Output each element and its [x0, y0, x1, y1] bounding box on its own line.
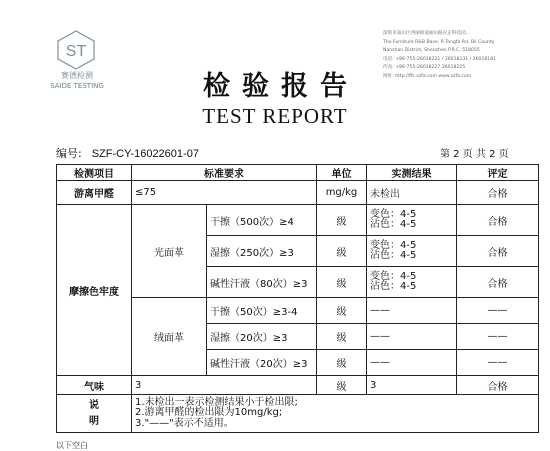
notes-cell — [132, 395, 539, 433]
header-result: 实测结果 — [367, 165, 457, 181]
test-condition: 湿擦（20次）≥3 — [207, 324, 317, 350]
notes-label-1: 说 — [89, 399, 99, 411]
table-row — [57, 205, 539, 236]
result-staining: 沾色：4-5 — [370, 250, 417, 261]
test-condition: 干擦（500次）≥4 — [207, 205, 317, 236]
report-number-value: SZF-CY-16022601-07 — [91, 148, 199, 160]
result-discoloration: 变色：4-5 — [370, 239, 417, 251]
unit-odor: 级 — [317, 376, 367, 395]
result-staining: 沾色：4-5 — [370, 219, 417, 230]
test-condition: 湿擦（250次）≥3 — [207, 236, 317, 267]
note-line: 1.未检出一表示检测结果小于检出限; — [135, 396, 298, 408]
result-cell: —— — [367, 350, 457, 376]
header-unit: 单位 — [317, 165, 367, 181]
result-cell: —— — [367, 298, 457, 324]
logo-name-cn: 赛德检测 — [61, 71, 93, 80]
item-formaldehyde: 游离甲醛 — [57, 181, 132, 205]
verdict-cell: —— — [457, 350, 539, 376]
verdict-cell: —— — [457, 298, 539, 324]
requirement-odor: 3 — [132, 376, 317, 395]
header-verdict: 评定 — [457, 165, 539, 181]
verdict-cell: 合格 — [457, 236, 539, 267]
item-rub-fastness: 摩擦色牢度 — [57, 205, 132, 376]
item-odor: 气味 — [57, 376, 132, 395]
group-smooth-leather: 光面革 — [132, 205, 207, 298]
address-line: 深圳市南山区西丽街道丽山路民企科技园... — [383, 31, 471, 36]
result-discoloration: 变色：4-5 — [370, 208, 417, 220]
note-line: 2.游离甲醛的检出限为10mg/kg; — [135, 407, 283, 419]
table-row — [57, 181, 539, 205]
requirement-formaldehyde: ≤75 — [132, 181, 317, 205]
results-table — [56, 164, 539, 433]
result-staining: 沾色：4-5 — [370, 281, 417, 292]
test-condition: 碱性汗液（20次）≥3 — [207, 350, 317, 376]
unit-formaldehyde: mg/kg — [317, 181, 367, 205]
report-number-label: 编号: — [56, 147, 82, 160]
verdict-formaldehyde: 合格 — [457, 181, 539, 205]
address-line: The Furniture R&B Base, R Tongfa Rd, Bli County — [383, 39, 495, 45]
report-number — [56, 145, 199, 161]
table-header-row — [57, 165, 539, 181]
unit-cell: 级 — [317, 267, 367, 298]
result-cell — [367, 236, 457, 267]
group-suede-leather: 绒面革 — [132, 298, 207, 376]
unit-cell: 级 — [317, 298, 367, 324]
logo-name-en: SAIDE TESTING — [50, 82, 104, 90]
unit-cell: 级 — [317, 350, 367, 376]
result-cell — [367, 205, 457, 236]
notes-label-2: 明 — [89, 415, 99, 427]
address-line: Nanshan District, Shenzhen P.R.C. 518055 — [383, 48, 480, 54]
address-line: 网址: http://ffc.szfa.com www.szfa.com — [383, 73, 472, 79]
footer-text: 以下空白 — [56, 441, 88, 450]
unit-cell: 级 — [317, 236, 367, 267]
header-item: 检测项目 — [57, 165, 132, 181]
result-discoloration: 变色：4-5 — [370, 270, 417, 282]
verdict-cell: 合格 — [457, 267, 539, 298]
unit-cell: 级 — [317, 205, 367, 236]
header-requirement: 标准要求 — [132, 165, 317, 181]
result-odor: 3 — [367, 376, 457, 395]
report-title-cn: 检验报告 — [203, 71, 359, 102]
address-line: 传真: +86-755-26018227 26018225 — [383, 65, 466, 71]
report-title-en: TEST REPORT — [202, 104, 348, 128]
notes-row — [57, 395, 539, 433]
note-line: 3."——"表示不适用。 — [135, 417, 234, 429]
result-formaldehyde: 未检出 — [367, 181, 457, 205]
table-row — [57, 376, 539, 395]
test-condition: 干擦（50次）≥3-4 — [207, 298, 317, 324]
notes-label — [57, 395, 132, 433]
verdict-odor: 合格 — [457, 376, 539, 395]
verdict-cell: —— — [457, 324, 539, 350]
unit-cell: 级 — [317, 324, 367, 350]
result-cell — [367, 267, 457, 298]
page-indicator: 第 2 页 共 2 页 — [440, 149, 509, 160]
verdict-cell: 合格 — [457, 205, 539, 236]
address-line: 电话: +86-755-26018221 / 26018231 / 26018181 — [383, 56, 497, 62]
logo-mark-text: ST — [65, 43, 87, 60]
result-cell: —— — [367, 324, 457, 350]
test-condition: 碱性汗液（80次）≥3 — [207, 267, 317, 298]
